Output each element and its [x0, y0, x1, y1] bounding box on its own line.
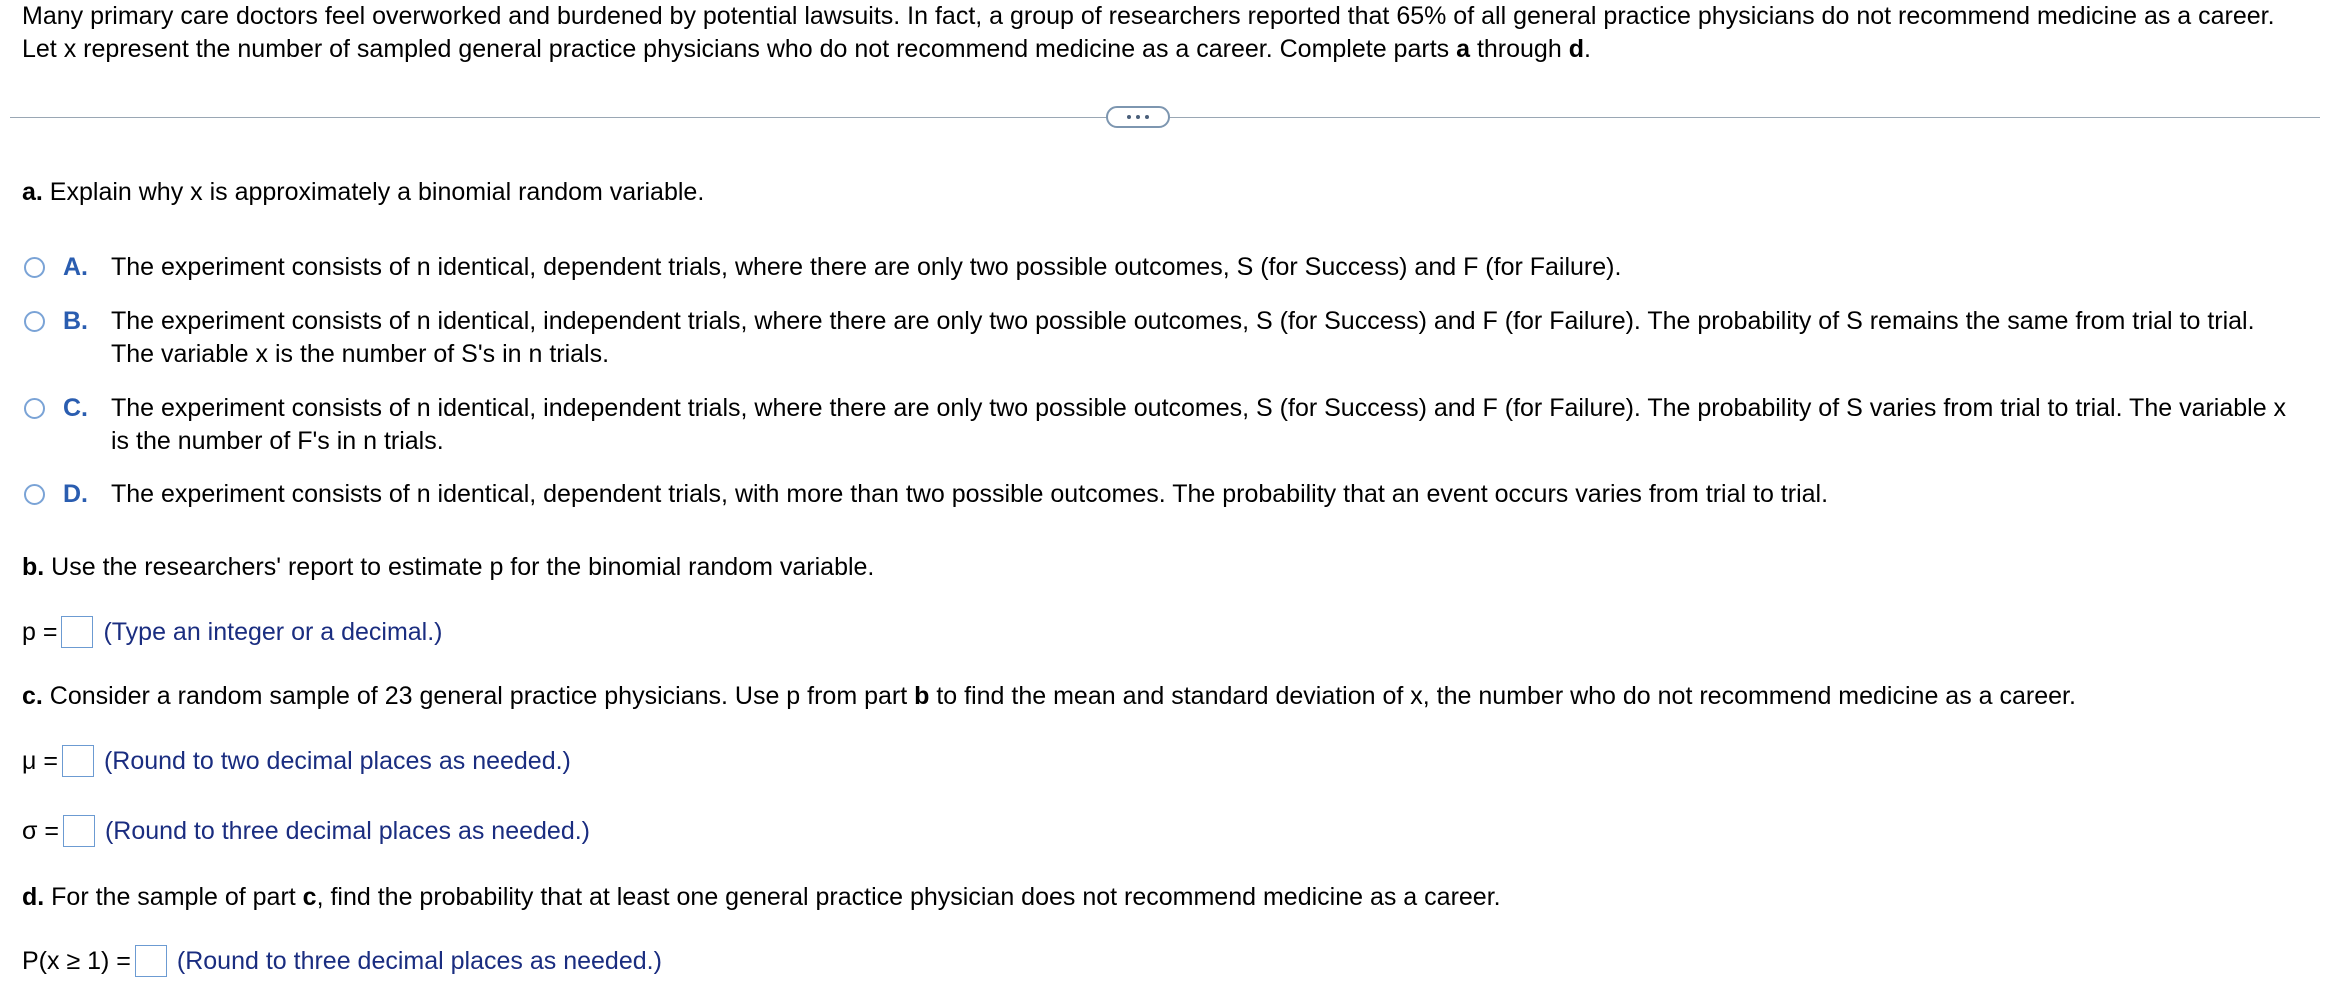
sigma-input[interactable] — [63, 815, 95, 847]
radio-button-a[interactable] — [24, 257, 45, 278]
part-a-text: Explain why x is approximately a binomial random variable. — [42, 178, 705, 206]
prob-hint: (Round to three decimal places as needed.) — [176, 946, 662, 975]
mu-answer-row — [22, 743, 571, 779]
part-b-text: Use the researchers' report to estimate p for the binomial random variable. — [44, 553, 875, 581]
part-c-label: c. — [22, 682, 43, 710]
problem-statement — [22, 0, 2312, 66]
option-d-letter: D. — [63, 480, 88, 508]
part-b-question — [22, 551, 874, 583]
option-b-letter: B. — [63, 307, 88, 335]
part-d-text-post: , find the probability that at least one general practice physician does not recommend medicine as a career. — [316, 883, 1501, 911]
part-c-ref: c — [302, 883, 317, 911]
radio-button-d[interactable] — [24, 484, 45, 505]
expand-more-button[interactable] — [1106, 106, 1170, 128]
radio-button-c[interactable] — [24, 398, 45, 419]
part-b-ref: b — [914, 682, 930, 710]
sigma-symbol: σ = — [22, 816, 59, 845]
part-a-question — [22, 176, 704, 208]
radio-button-b[interactable] — [24, 311, 45, 332]
part-c-text-post: to find the mean and standard deviation of x, the number who do not recommend medicine as a career. — [929, 682, 2076, 710]
option-b[interactable] — [24, 305, 2314, 371]
option-d-text: The experiment consists of n identical, dependent trials, with more than two possible outcomes. The probability that an event occurs varies from trial to trial. — [111, 480, 1829, 508]
option-b-text: The experiment consists of n identical, independent trials, where there are only two possible outcomes, S (for Success) and F (for Failure). The probability of S remains the same from trial to trial. The variable x is the number of S's in n trials. — [111, 307, 2255, 368]
through-text: through — [1470, 35, 1569, 63]
sigma-hint: (Round to three decimal places as needed.) — [104, 816, 590, 845]
prob-input[interactable] — [135, 945, 167, 977]
option-c-text: The experiment consists of n identical, independent trials, where there are only two possible outcomes, S (for Success) and F (for Failure). The probability of S varies from trial to trial. The variable x is the number of F's in n trials. — [111, 394, 2287, 455]
part-d-label: d. — [22, 883, 45, 911]
option-a[interactable] — [24, 251, 2314, 284]
part-d-text-pre: For the sample of part — [44, 883, 303, 911]
problem-text: Many primary care doctors feel overworked and burdened by potential lawsuits. In fact, a group of researchers reported that 65% of all general practice physicians do not recommend medicine as a career. Let x represent the number of sampled general practice physicians who do not recommend medicine as a career. Complete parts — [22, 2, 2275, 63]
option-d[interactable] — [24, 478, 2314, 511]
option-a-letter: A. — [63, 253, 88, 281]
part-d-question — [22, 881, 1501, 913]
p-answer-row — [22, 614, 443, 650]
section-divider — [10, 104, 2320, 132]
option-c[interactable] — [24, 392, 2314, 458]
mu-input[interactable] — [62, 745, 94, 777]
prob-symbol: P(x ≥ 1) = — [22, 946, 131, 975]
part-c-question — [22, 680, 2076, 712]
part-d-ref: d — [1568, 35, 1584, 63]
part-b-label: b. — [22, 553, 45, 581]
ellipsis-icon — [1127, 115, 1149, 119]
option-a-text: The experiment consists of n identical, dependent trials, where there are only two possible outcomes, S (for Success) and F (for Failure). — [111, 253, 1622, 281]
option-c-letter: C. — [63, 394, 88, 422]
mu-symbol: μ = — [22, 746, 58, 775]
part-a-label: a. — [22, 178, 43, 206]
mu-hint: (Round to two decimal places as needed.) — [103, 746, 571, 775]
p-input[interactable] — [61, 616, 93, 648]
sigma-answer-row — [22, 813, 590, 849]
p-symbol: p = — [22, 617, 58, 646]
part-a-ref: a — [1456, 35, 1470, 63]
p-hint: (Type an integer or a decimal.) — [103, 617, 443, 646]
period: . — [1583, 35, 1591, 63]
part-c-text-pre: Consider a random sample of 23 general practice physicians. Use p from part — [42, 682, 915, 710]
prob-answer-row — [22, 943, 662, 979]
